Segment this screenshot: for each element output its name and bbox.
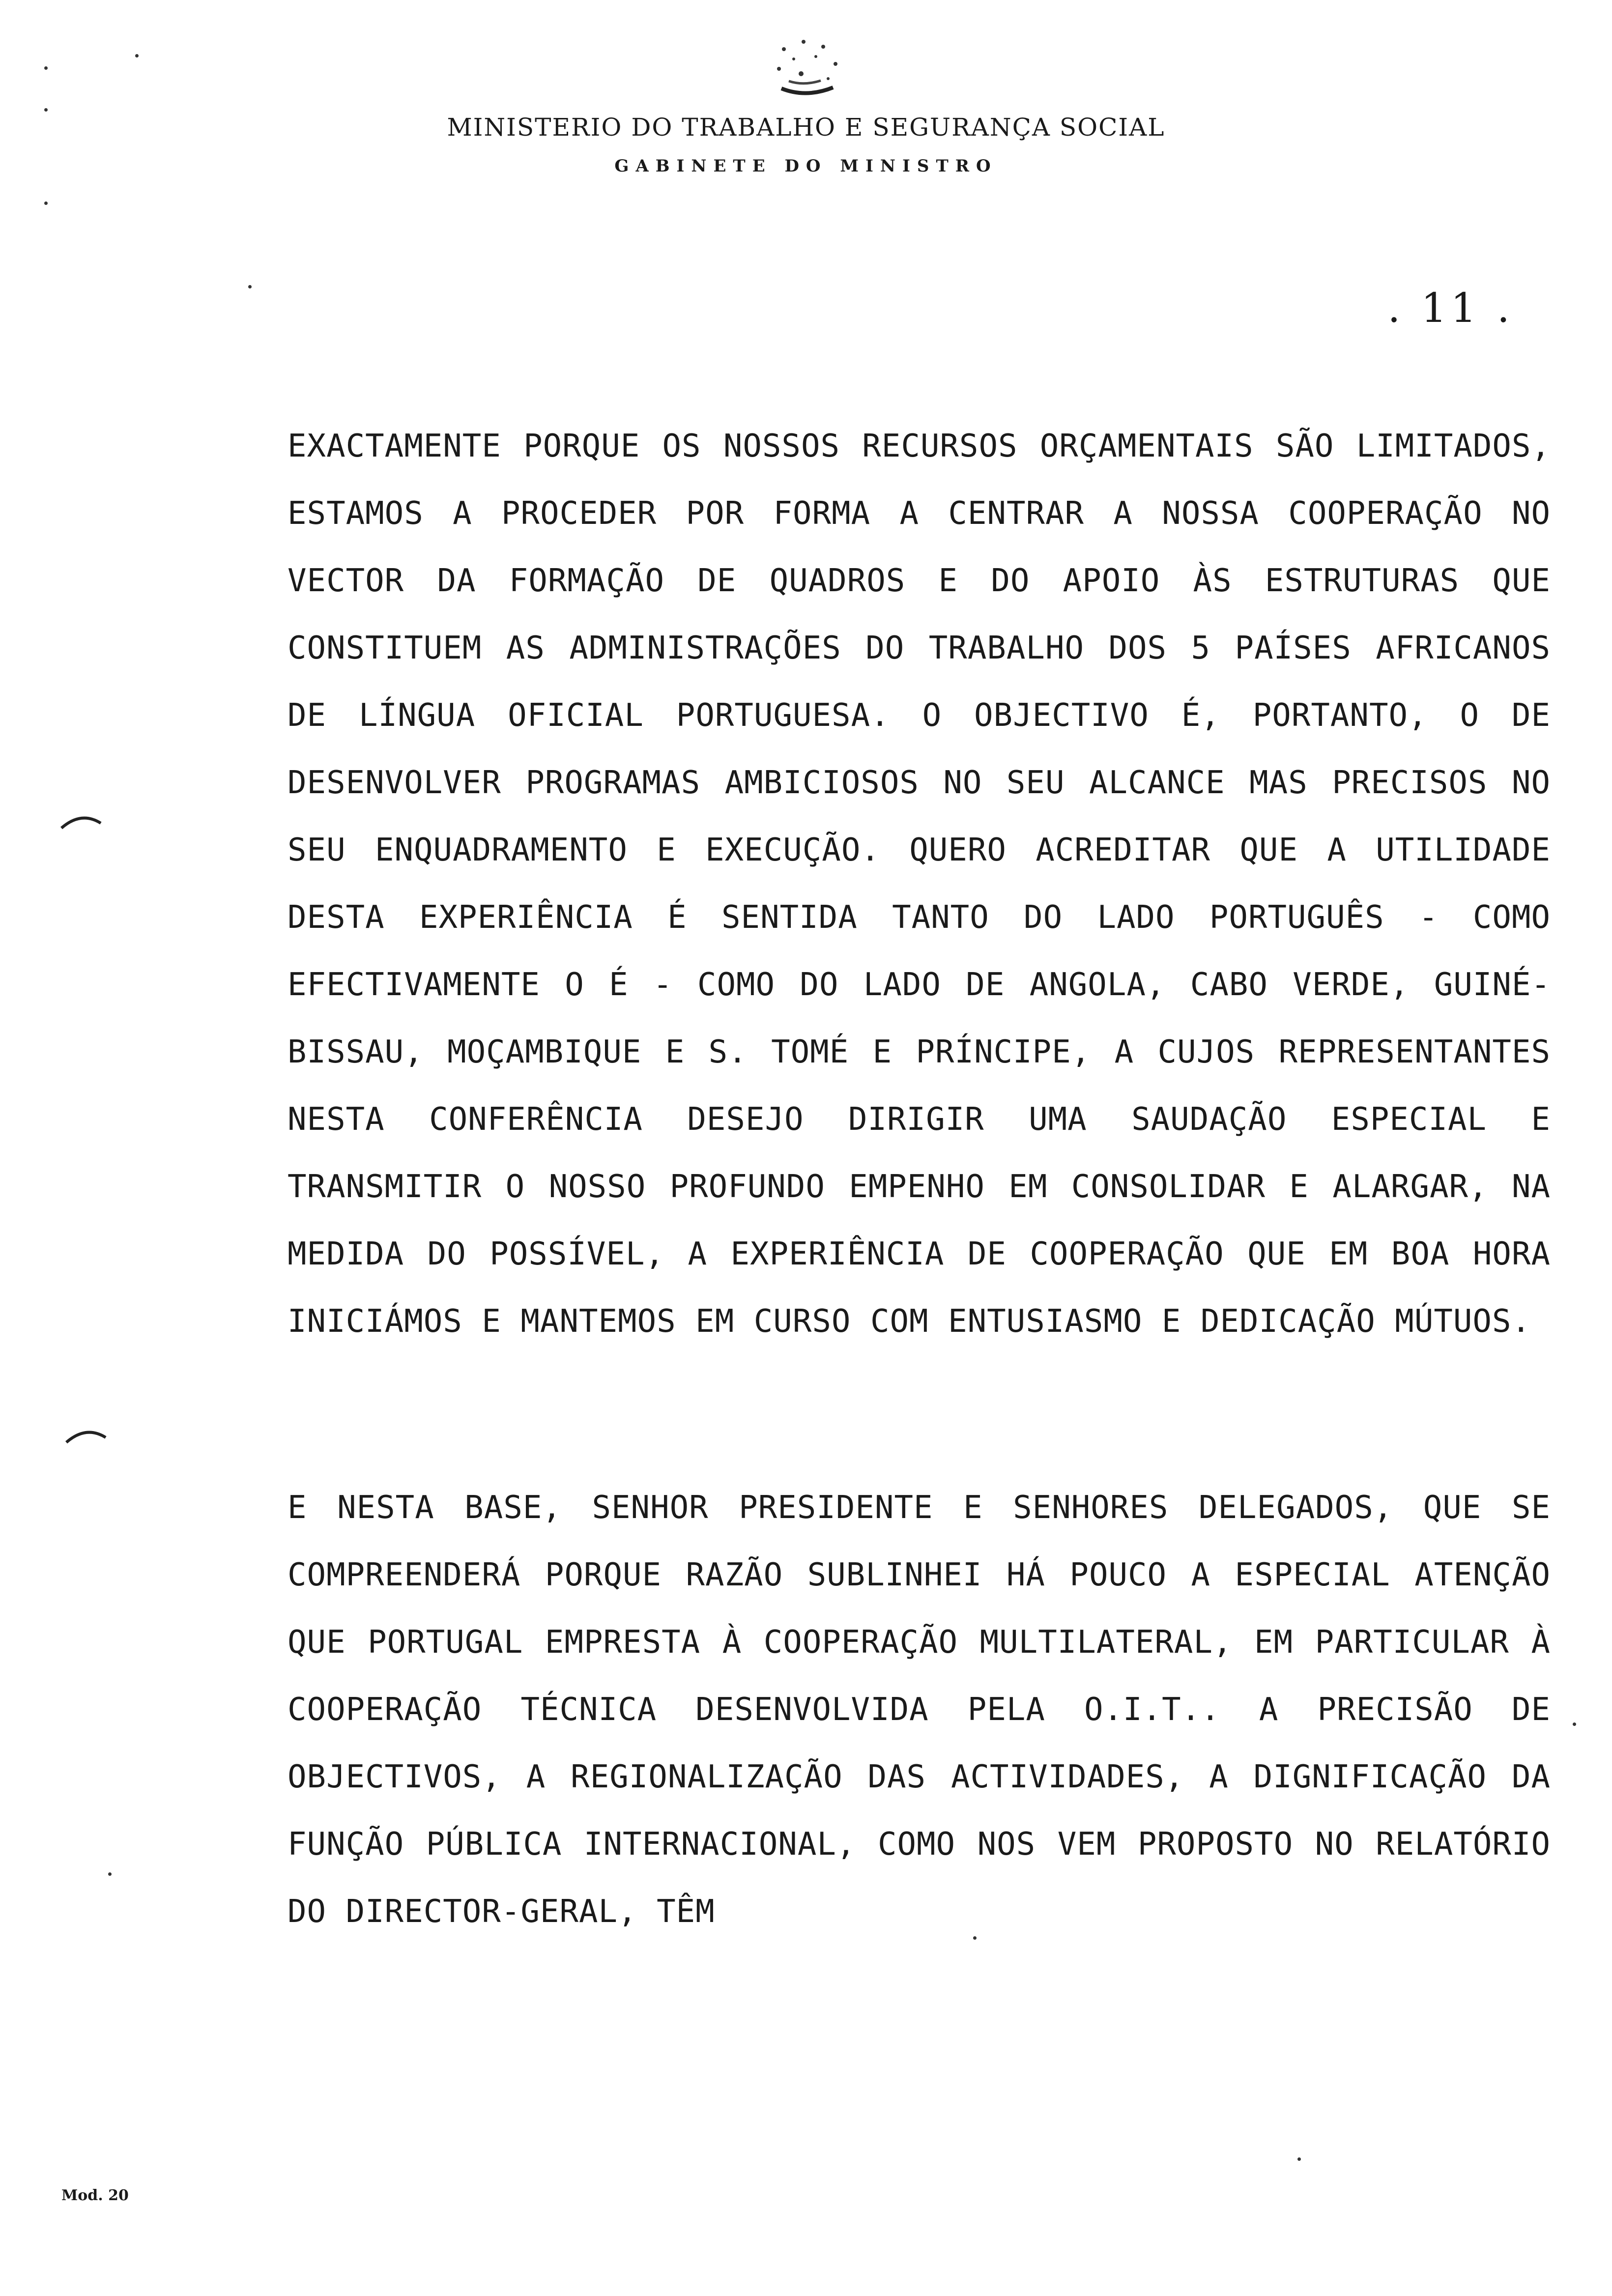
scan-speck [973, 1936, 977, 1940]
punch-hole-mark [64, 1425, 108, 1445]
page-number: . 11 . [1387, 285, 1514, 332]
punch-hole-mark [59, 811, 103, 831]
scan-speck [248, 285, 252, 288]
scan-speck [1573, 1722, 1576, 1726]
scan-speck [108, 1872, 112, 1876]
paragraph-1: EXACTAMENTE PORQUE OS NOSSOS RECURSOS ORÇAMENTAIS SÃO LIMITADOS, ESTAMOS A PROCEDER POR FORMA A CENTRAR A NOSSA COOPERAÇÃO NO VECTOR DA FORMAÇÃO DE QUADROS E DO APOIO ÀS ESTRUTURAS QUE CONSTITUEM AS ADMINISTRAÇÕES DO TRABALHO DOS 5 PAÍSES AFRICANOS DE LÍNGUA OFICIAL PORTUGUESA. O OBJECTIVO É, PORTANTO, O DE DESENVOLVER PROGRAMAS AMBICIOSOS NO SEU ALCANCE MAS PRECISOS NO SEU ENQUADRAMENTO E EXECUÇÃO. QUERO ACREDITAR QUE A UTILIDADE DESTA EXPERIÊNCIA É SENTIDA TANTO DO LADO PORTUGUÊS - COMO EFECTIVAMENTE O É - COMO DO LADO DE ANGOLA, CABO VERDE, GUINÉ-BISSAU, MOÇAMBIQUE E S. TOMÉ E PRÍNCIPE, A CUJOS REPRESENTANTES NESTA CONFERÊNCIA DESEJO DIRIGIR UMA SAUDAÇÃO ESPECIAL E TRANSMITIR O NOSSO PROFUNDO EMPENHO EM CONSOLIDAR E ALARGAR, NA MEDIDA DO POSSÍVEL, A EXPERIÊNCIA DE COOPERAÇÃO QUE EM BOA HORA INICIÁMOS E MANTEMOS EM CURSO COM ENTUSIASMO E DEDICAÇÃO MÚTUOS. [288, 428, 1551, 1340]
scan-speck [44, 66, 48, 70]
cabinet-name: GABINETE DO MINISTRO [614, 156, 998, 176]
scan-speck [1297, 2157, 1301, 2161]
letterhead [0, 29, 1612, 176]
scan-speck [44, 108, 48, 112]
ministry-name: MINISTERIO DO TRABALHO E SEGURANÇA SOCIAL [447, 113, 1165, 142]
scan-speck [44, 201, 48, 205]
form-code: Mod. 20 [61, 2187, 129, 2204]
paragraph-2: E NESTA BASE, SENHOR PRESIDENTE E SENHORES DELEGADOS, QUE SE COMPREENDERÁ PORQUE RAZÃO SUBLINHEI HÁ POUCO A ESPECIAL ATENÇÃO QUE PORTUGAL EMPRESTA À COOPERAÇÃO MULTILATERAL, EM PARTICULAR À COOPERAÇÃO TÉCNICA DESENVOLVIDA PELA O.I.T.. A PRECISÃO DE OBJECTIVOS, A REGIONALIZAÇÃO DAS ACTIVIDADES, A DIGNIFICAÇÃO DA FUNÇÃO PÚBLICA INTERNACIONAL, COMO NOS VEM PROPOSTO NO RELATÓRIO DO DIRECTOR-GERAL, TÊM [288, 1490, 1551, 1930]
scan-speck [135, 54, 139, 57]
coat-of-arms-icon [754, 29, 858, 108]
